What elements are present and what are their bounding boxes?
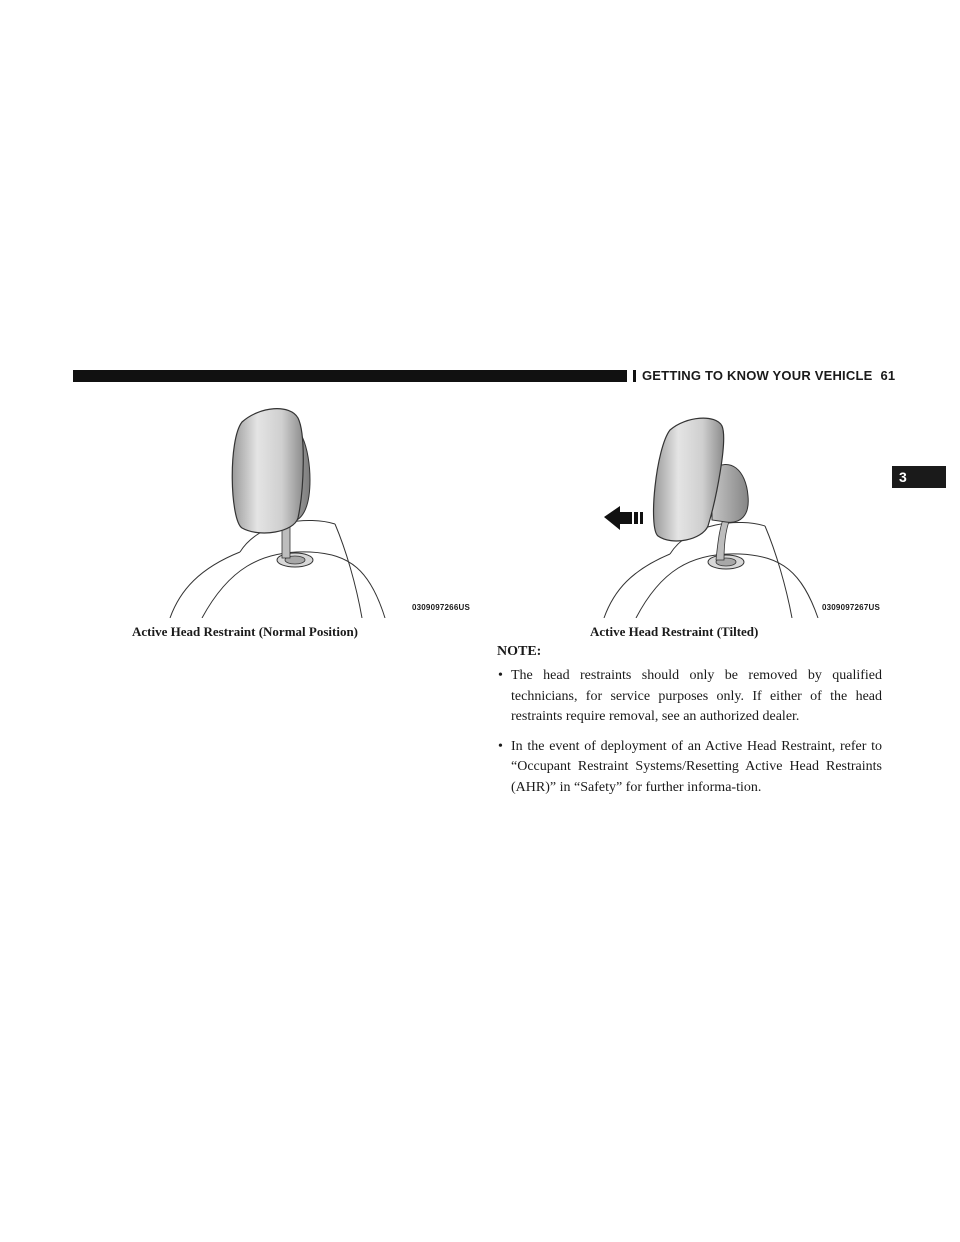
figure-code: 0309097266US xyxy=(411,603,470,612)
bullet-icon: • xyxy=(498,738,503,754)
note-heading: NOTE: xyxy=(497,644,542,659)
forward-arrow-icon xyxy=(604,506,643,530)
head-restraint-tilted-illustration xyxy=(520,400,880,618)
note-item xyxy=(494,737,882,799)
header-rule-tick xyxy=(633,370,636,382)
head-restraint-normal-illustration xyxy=(110,400,470,618)
figure-caption: Active Head Restraint (Normal Position) xyxy=(132,624,359,639)
note-list xyxy=(494,666,882,807)
figure-caption: Active Head Restraint (Tilted) xyxy=(590,624,759,639)
chapter-tab: 3 xyxy=(892,466,946,488)
note-text: In the event of deployment of an Active Head Restraint, refer to “Occupant Restraint Systems/Resetting Active Head Restraints (AHR)” in “Safety” for further informa-tion. xyxy=(511,738,882,795)
note-text: The head restraints should only be removed by qualified technicians, for service purposes only. If either of the head restraints require removal, see an authorized dealer. xyxy=(511,668,882,724)
header-rule xyxy=(73,370,627,382)
figure-code: 0309097267US xyxy=(821,603,880,612)
bullet-icon: • xyxy=(498,668,503,683)
running-header xyxy=(642,368,895,383)
figure-head-restraint-normal xyxy=(110,400,470,618)
note-item xyxy=(494,666,882,728)
page-number: 61 xyxy=(880,368,896,383)
figure-head-restraint-tilted xyxy=(520,400,880,618)
section-title: GETTING TO KNOW YOUR VEHICLE xyxy=(642,368,873,383)
